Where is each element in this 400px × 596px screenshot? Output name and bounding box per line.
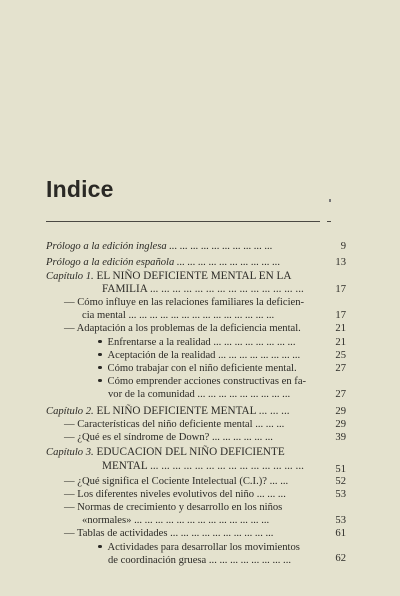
toc-entry-prologue-spanish: Prólogo a la edición española ... ... ... ... ... ... ... ... ... ... bbox=[46, 257, 281, 268]
page-speck bbox=[329, 199, 331, 202]
toc-subentry: Cómo trabajar con el niño deficiente mental. bbox=[98, 362, 297, 375]
toc-page-number: 21 bbox=[335, 337, 346, 348]
toc-page-number: 29 bbox=[335, 406, 346, 417]
index-title: Indice bbox=[46, 176, 114, 202]
toc-chapter-3-heading: Capítulo 3. EDUCACION DEL NIÑO DEFICIENTE bbox=[46, 446, 285, 458]
toc-subentry: Actividades para desarrollar los movimientos bbox=[98, 541, 300, 554]
toc-subentry: Enfrentarse a la realidad ... ... ... ... ... ... ... ... bbox=[98, 336, 295, 349]
toc-entry-cont: cia mental ... ... ... ... ... ... ... ... ... ... ... ... ... ... bbox=[82, 310, 275, 321]
toc-page-number: 27 bbox=[335, 389, 346, 400]
toc-subentry-cont: vor de la comunidad ... ... ... ... ... ... ... ... ... bbox=[108, 389, 291, 400]
toc-entry: — Cómo influye en las relaciones familiares la deficien- bbox=[64, 297, 305, 308]
toc-page-number: 52 bbox=[335, 476, 346, 487]
title-rule-tick bbox=[327, 221, 331, 222]
bullet-icon bbox=[98, 340, 102, 344]
toc-entry: — ¿Qué es el síndrome de Down? ... ... ... ... ... ... bbox=[64, 432, 273, 443]
toc-page-number: 13 bbox=[335, 257, 346, 268]
toc-entry: — Los diferentes niveles evolutivos del niño ... ... ... bbox=[64, 489, 286, 500]
toc-chapter-1-heading-cont: FAMILIA ... ... ... ... ... ... ... ... ... ... ... ... ... ... bbox=[102, 283, 304, 295]
toc-chapter-3-heading-cont: MENTAL ... ... ... ... ... ... ... ... ... ... ... ... ... ... bbox=[102, 460, 304, 472]
toc-page-number: 53 bbox=[335, 489, 346, 500]
toc-page-number: 29 bbox=[335, 419, 346, 430]
toc-entry: — Características del niño deficiente mental ... ... ... bbox=[64, 419, 285, 430]
toc-entry: — Adaptación a los problemas de la deficiencia mental. bbox=[64, 323, 301, 334]
toc-entry: — Tablas de actividades ... ... ... ... ... ... ... ... ... ... bbox=[64, 528, 274, 539]
bullet-icon bbox=[98, 353, 102, 357]
toc-page-number: 51 bbox=[335, 464, 346, 475]
toc-entry: — Normas de crecimiento y desarrollo en los niños bbox=[64, 502, 283, 513]
toc-chapter-2-heading: Capítulo 2. EL NIÑO DEFICIENTE MENTAL ... ... ... bbox=[46, 405, 290, 417]
toc-chapter-1-heading: Capítulo 1. EL NIÑO DEFICIENTE MENTAL EN LA bbox=[46, 270, 292, 282]
toc-subentry: Cómo emprender acciones constructivas en fa- bbox=[98, 375, 306, 388]
toc-page-number: 25 bbox=[335, 350, 346, 361]
toc-subentry-cont: de coordinación gruesa ... ... ... ... ... ... ... ... bbox=[108, 555, 291, 566]
toc-page-number: 9 bbox=[340, 241, 346, 252]
toc-page-number: 21 bbox=[335, 323, 346, 334]
title-rule bbox=[46, 221, 320, 222]
toc-page-number: 39 bbox=[335, 432, 346, 443]
toc-entry-cont: «normales» ... ... ... ... ... ... ... ... ... ... ... ... ... bbox=[82, 515, 270, 526]
toc-entry-prologue-english: Prólogo a la edición inglesa ... ... ... ... ... ... ... ... ... ... bbox=[46, 241, 273, 252]
toc-page-number: 17 bbox=[335, 310, 346, 321]
toc-subentry: Aceptación de la realidad ... ... ... ... ... ... ... ... bbox=[98, 349, 300, 362]
bullet-icon bbox=[98, 366, 102, 370]
toc-page-number: 17 bbox=[335, 284, 346, 295]
bullet-icon bbox=[98, 545, 102, 549]
toc-page-number: 53 bbox=[335, 515, 346, 526]
toc-page-number: 27 bbox=[335, 363, 346, 374]
toc-page-number: 62 bbox=[335, 553, 346, 564]
toc-entry: — ¿Qué significa el Cociente Intelectual (C.I.)? ... ... bbox=[64, 476, 289, 487]
toc-page-number: 61 bbox=[335, 528, 346, 539]
bullet-icon bbox=[98, 379, 102, 383]
